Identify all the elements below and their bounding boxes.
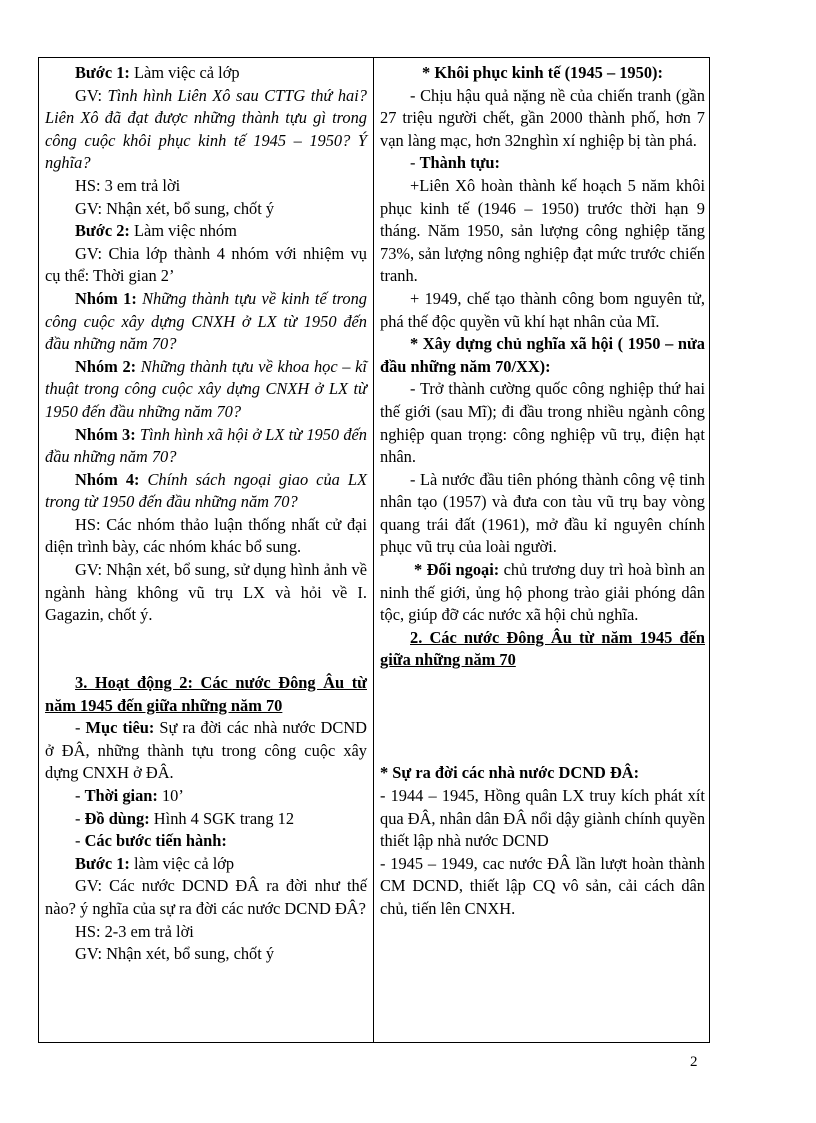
column-divider bbox=[373, 58, 374, 1042]
war-consequences: - Chịu hậu quả nặng nề của chiến tranh (gần 27 triệu người chết, gần 2000 thành phố, hơn 7 vạn làng mạc, hơn 32nghìn xí nghiệp bị tàn phá. bbox=[380, 85, 705, 150]
step-2: Bước 2: Làm việc nhóm bbox=[75, 221, 237, 241]
foreign-policy: * Đối ngoại: chủ trương duy trì hoà bình an ninh thế giới, ủng hộ phong trào giải phóng dân tộc, giúp đỡ các nước xã hội chủ nghĩa. bbox=[380, 560, 705, 625]
group-2: Nhóm 2: Những thành tựu về khoa học – kĩ thuật trong công cuộc xây dựng CNXH ở LX từ 1950 đến đầu những năm 70? bbox=[45, 356, 367, 421]
materials: - Đồ dùng: Hình 4 SGK trang 12 bbox=[75, 808, 295, 828]
teacher-question-2: GV: Các nước DCND ĐÂ ra đời như thế nào? ý nghĩa của sự ra đời các nước DCND ĐÂ? bbox=[45, 876, 367, 918]
step-1: Bước 1: Làm việc cả lớp bbox=[75, 63, 240, 82]
activities-column bbox=[45, 62, 367, 966]
economic-recovery-heading: * Khôi phục kinh tế (1945 – 1950): bbox=[422, 63, 663, 82]
objective: - Mục tiêu: Sự ra đời các nhà nước DCND ở ĐÂ, những thành tựu trong công cuộc xây dựng CNXH ở ĐÂ. bbox=[45, 718, 368, 783]
space-achievements: - Là nước đầu tiên phóng thành công vệ tinh nhân tạo (1957) và đưa con tàu vũ trụ bay vòng quang trái đất (1961), mở đầu kỉ nguyên chính phục vũ trụ của loài người. bbox=[380, 469, 705, 557]
group-3: Nhóm 3: Tình hình xã hội ở LX từ 1950 đến đầu những năm 70? bbox=[45, 424, 367, 467]
five-year-plan: +Liên Xô hoàn thành kế hoạch 5 năm khôi phục kinh tế (1946 – 1950) trước thời hạn 9 tháng. Năm 1950, sản lượng công nghiệp tăng 73%, sản lượng nông nghiệp đạt mức trước chiến tranh. bbox=[380, 175, 705, 286]
industrial-power: - Trở thành cường quốc công nghiệp thứ hai thế giới (sau Mĩ); đi đầu trong nhiều ngành công nghiệp quan trọng: công nghiệp vũ trụ, điện hạt nhân. bbox=[380, 379, 705, 467]
group-1: Nhóm 1: Những thành tựu về kinh tế trong công cuộc xây dựng CNXH ở LX từ 1950 đến đầu những năm 70? bbox=[45, 288, 367, 354]
teacher-conclusion: GV: Nhận xét, bổ sung, chốt ý bbox=[75, 198, 275, 218]
lesson-table bbox=[38, 57, 710, 1043]
eastern-europe-heading: 2. Các nước Đông Âu từ năm 1945 đến giữa những năm 70 bbox=[380, 627, 705, 670]
dcnd-birth-heading: * Sự ra đời các nhà nước DCND ĐÂ: bbox=[380, 763, 640, 783]
student-discussion: HS: Các nhóm thảo luận thống nhất cử đại diện trình bày, các nhóm khác bổ sung. bbox=[45, 514, 367, 557]
student-answer: HS: 3 em trả lời bbox=[75, 175, 181, 195]
socialism-heading: * Xây dựng chủ nghĩa xã hội ( 1950 – nửa đầu những năm 70/XX): bbox=[380, 334, 705, 376]
teacher-question: GV: Tình hình Liên Xô sau CTTG thứ hai? Liên Xô đã đạt được những thành tựu gì trong công cuộc khôi phục kinh tế 1945 – 1950? Ý nghĩa? bbox=[45, 85, 367, 173]
duration: - Thời gian: 10’ bbox=[75, 786, 184, 805]
page-number: 2 bbox=[690, 1054, 698, 1070]
teacher-grouping: GV: Chia lớp thành 4 nhóm với nhiệm vụ cụ thể: Thời gian 2’ bbox=[45, 243, 367, 286]
achievements-label: - Thành tựu: bbox=[410, 153, 501, 173]
teacher-summary: GV: Nhận xét, bổ sung, sử dụng hình ảnh về ngành hàng không vũ trụ LX và hỏi về I. Gagazin, chốt ý. bbox=[45, 560, 367, 625]
teacher-conclusion-2: GV: Nhận xét, bổ sung, chốt ý bbox=[75, 944, 275, 964]
group-4: Nhóm 4: Chính sách ngoại giao của LX trong từ 1950 đến đầu những năm 70? bbox=[45, 469, 367, 512]
student-answer-2: HS: 2-3 em trả lời bbox=[75, 921, 194, 941]
step-1-b: Bước 1: làm việc cả lớp bbox=[75, 853, 235, 873]
procedure: - Các bước tiến hành: bbox=[75, 831, 227, 851]
atomic-bomb: + 1949, chế tạo thành công bom nguyên tử, phá thế độc quyền vũ khí hạt nhân của Mĩ. bbox=[380, 288, 705, 331]
revolution-completion: - 1945 – 1949, cac nước ĐÂ lần lượt hoàn thành CM DCND, thiết lập CQ vô sản, cải cách dân chủ, tiến lên CNXH. bbox=[380, 853, 705, 918]
content-column bbox=[380, 62, 705, 921]
red-army-advance: - 1944 – 1945, Hồng quân LX truy kích phát xít qua ĐÂ, nhân dân ĐÂ nổi dậy giành chính quyền thiết lập nhà nước DCND bbox=[380, 786, 706, 851]
activity-2-heading: 3. Hoạt động 2: Các nước Đông Âu từ năm 1945 đến giữa những năm 70 bbox=[45, 673, 367, 715]
